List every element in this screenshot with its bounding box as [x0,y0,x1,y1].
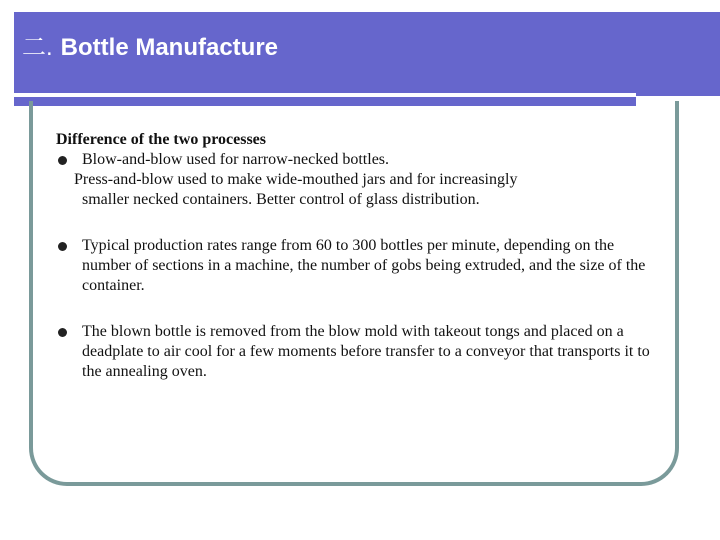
content-body [56,130,666,382]
bullet-icon [58,156,67,165]
title-number: 二. [22,34,53,61]
bullet-text: Blow-and-blow used for narrow-necked bottles. [82,151,390,168]
sub-paragraph-line-2: smaller necked containers. Better control of glass distribution. [82,191,480,208]
bullet-item [56,236,666,296]
bullet-icon [58,328,67,337]
section-heading: Difference of the two processes [56,131,267,148]
bullet-item [56,150,666,170]
sub-paragraph [56,170,666,210]
title-label: Bottle Manufacture [60,34,279,61]
bullet-icon [58,242,67,251]
sub-paragraph-line-1: Press-and-blow used to make wide-mouthed jars and for increasingly [74,171,518,188]
bullet-text: Typical production rates range from 60 to 300 bottles per minute, depending on the number of sections in a machine, the number of gobs being extruded, and the size of the container. [82,237,646,294]
bullet-item [56,322,666,382]
title-underline [14,93,636,97]
bullet-text: The blown bottle is removed from the blow mold with takeout tongs and placed on a deadplate to air cool for a few moments before transfer to a conveyor that transports it to the annealing oven. [82,323,650,380]
slide-title [22,36,278,60]
